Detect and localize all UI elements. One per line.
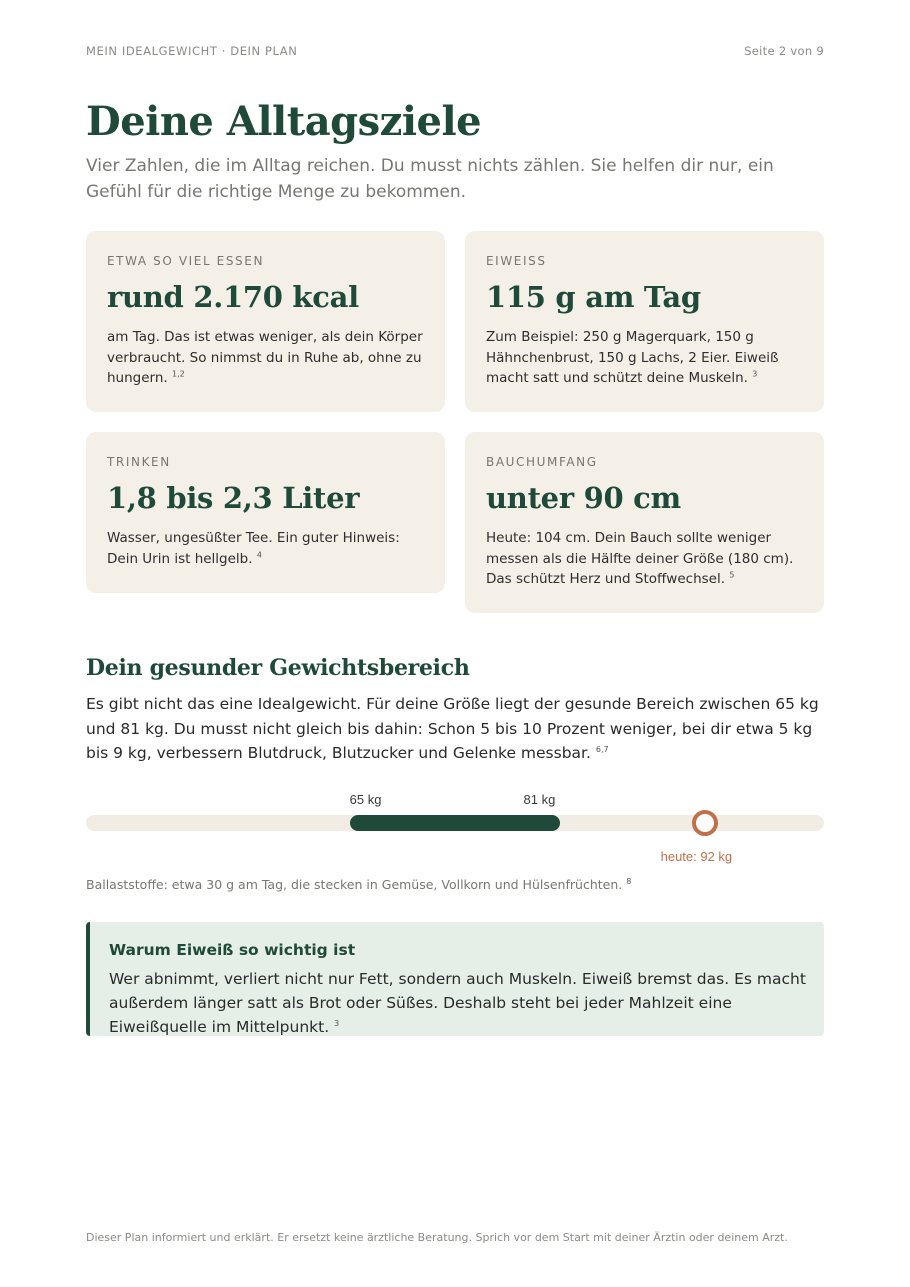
fiber-note [86, 877, 824, 892]
section-text [86, 692, 824, 766]
card-description [107, 528, 424, 569]
current-weight-marker [692, 810, 718, 836]
card-description-text: am Tag. Das ist etwas weniger, als dein Körper verbraucht. So nimmst du in Ruhe ab, ohne zu hungern. [107, 329, 423, 386]
footnote-ref: 4 [256, 550, 262, 559]
card-value: 115 g am Tag [486, 280, 701, 314]
page [86, 0, 824, 1287]
running-header [86, 44, 824, 60]
healthy-min-label: 65 kg [349, 792, 382, 807]
footnote-ref: 3 [752, 369, 758, 379]
card-label: ETWA SO VIEL ESSEN [107, 254, 265, 268]
goal-card-drinking [86, 432, 445, 593]
section-text-body: Es gibt nicht das eine Idealgewicht. Für deine Größe liegt der gesunde Bereich zwischen 65 kg und 81 kg. Du musst nicht gleich bis dahin: Schon 5 bis 10 Prozent weniger, bei dir etwa 5 kg bis 9 kg, verbessern Blutdruck, Blutzucker und Gelenke messbar. [86, 695, 819, 762]
callout-text [109, 967, 806, 1039]
protein-callout [86, 922, 824, 1036]
footnote-ref: 8 [626, 876, 632, 886]
card-label: TRINKEN [107, 455, 171, 469]
footnote-ref: 5 [729, 570, 735, 580]
disclaimer-footer: Dieser Plan informiert und erklärt. Er ersetzt keine ärztliche Beratung. Sprich vor dem Start mit deiner Ärztin oder deinem Arzt. [86, 1231, 788, 1244]
running-title: MEIN IDEALGEWICHT · DEIN PLAN [86, 44, 298, 58]
card-description [107, 327, 424, 389]
current-weight-label: heute: 92 kg [660, 849, 733, 864]
section-heading: Dein gesunder Gewichtsbereich [86, 655, 470, 681]
card-value: unter 90 cm [486, 481, 681, 515]
footnote-ref: 3 [334, 1018, 340, 1028]
footnote-ref: 6,7 [595, 744, 609, 754]
card-description [486, 528, 803, 590]
card-description-text: Zum Beispiel: 250 g Magerquark, 150 g Hähnchenbrust, 150 g Lachs, 2 Eier. Eiweiß macht satt und schützt deine Muskeln. [486, 329, 779, 386]
goal-card-waist [465, 432, 824, 613]
page-indicator: Seite 2 von 9 [744, 44, 824, 58]
card-label: EIWEISS [486, 254, 547, 268]
callout-title: Warum Eiweiß so wichtig ist [109, 941, 356, 959]
lead-text: Vier Zahlen, die im Alltag reichen. Du musst nichts zählen. Sie helfen dir nur, ein Gefühl für die richtige Menge zu bekommen. [86, 156, 774, 202]
card-description [486, 327, 803, 389]
callout-text-body: Wer abnimmt, verliert nicht nur Fett, sondern auch Muskeln. Eiweiß bremst das. Es macht außerdem länger satt als Brot oder Süßes. Deshalb steht bei jeder Mahlzeit eine Eiweißquelle im Mittelpunkt. [109, 970, 806, 1036]
page-title: Deine Alltagsziele [86, 98, 482, 145]
fiber-note-text: Ballaststoffe: etwa 30 g am Tag, die stecken in Gemüse, Vollkorn und Hülsenfrüchten. [86, 877, 623, 892]
goal-card-calories [86, 231, 445, 412]
footnote-ref: 1,2 [172, 369, 185, 379]
card-description-text: Wasser, ungesüßter Tee. Ein guter Hinweis: Dein Urin ist hellgelb. [107, 530, 400, 567]
healthy-max-label: 81 kg [523, 792, 556, 807]
healthy-range-fill [350, 815, 561, 831]
card-label: BAUCHUMFANG [486, 455, 598, 469]
card-value: 1,8 bis 2,3 Liter [107, 481, 360, 515]
card-value: rund 2.170 kcal [107, 280, 359, 314]
goal-card-protein [465, 231, 824, 412]
card-description-text: Heute: 104 cm. Dein Bauch sollte weniger messen als die Hälfte deiner Größe (180 cm). Das schützt Herz und Stoffwechsel. [486, 530, 794, 587]
weight-range-bar [86, 790, 824, 865]
